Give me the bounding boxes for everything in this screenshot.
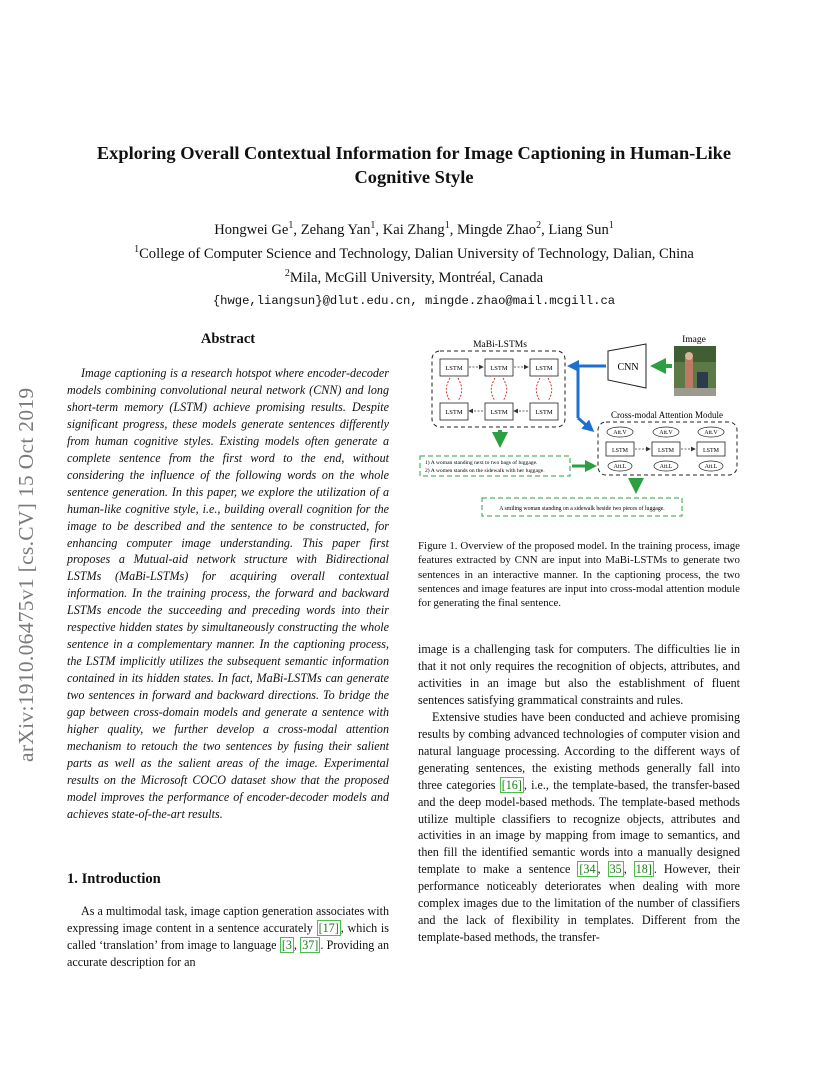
author-name: Mingde Zhao [457,221,537,238]
paragraph: Extensive studies have been conducted and achieve promising results by combing advanced technologies of computer vision and natural language processing. According to the different ways of generating sentences, the existing methods generally fall into three categories [16] , i.e., the template-based, the transfer-based and the deep model-based methods. The template-based methods utilize multiple classifiers to recognize objects, attributes and activities in an image by mapping from image to semantics, and then fill the identified semantic words into a manually designed template to make a sentence [34 , 35 , 18] . However, their performance noticeably deteriorates when dealing with more complex images due to the limitation of the number of classifiers and the lack of flexibility in templates. Different from the template-based methods, the transfer- [418,709,740,945]
citation-link[interactable]: [16] [501,777,522,792]
intro-heading: 1. Introduction [67,871,161,887]
author-name: Liang Sun [548,221,609,238]
attv-label: Att.V [613,430,627,436]
email-line[interactable]: {hwge,liangsun}@dlut.edu.cn, mingde.zhao@mail.mcgill.ca [212,293,616,308]
cnn-label: CNN [617,362,639,373]
lstm-label: LSTM [535,365,553,372]
arxiv-stamp: arXiv:1910.06475v1 [cs.CV] 15 Oct 2019 [14,387,38,762]
citation-link[interactable]: [17] [318,920,339,935]
lstm-label: LSTM [657,448,675,454]
citation-link[interactable]: [3 [281,937,292,952]
sentence-1: 1) A woman standing next to two bags of luggage. [425,460,538,466]
attl-label: Att.L [704,464,718,470]
intro-text: As a multimodal task, image caption generation associates with expressing image content in a sentence accurately [17] , which is called ‘translation’ from image to language [3 , 37] . Providing an accurate description for an [67,904,389,969]
attv-label: Att.V [659,430,673,436]
lstm-label: LSTM [611,448,629,454]
title-line-1: Exploring Overall Contextual Information for Image Captioning in Human-Like [96,143,732,163]
citation-link[interactable]: [34 [579,862,596,877]
author-name: Kai Zhang [382,221,445,238]
lstm-label: LSTM [702,448,720,454]
mabi-label: MaBi-LSTMs [473,340,527,350]
right-column-body [418,641,740,946]
attl-label: Att.L [659,464,673,470]
attv-label: Att.V [704,430,718,436]
author-block [40,216,788,311]
lstm-label: LSTM [535,409,553,416]
input-photo [674,346,716,396]
lstm-label: LSTM [445,409,463,416]
abstract-heading: Abstract [200,331,256,347]
citation-link[interactable]: 35 [609,862,622,877]
citation-link[interactable]: 37] [302,937,319,952]
abstract-text: Image captioning is a research hotspot where encoder-decoder models combining convolutional neural network (CNN) and long short-term memory (LSTM) achieve promising results. Despite significant progress, these models generate sentences differently from human cognitive styles. Existing models often generate a complete sentence from the first word to the end, without considering the influence of the following words on the whole sentence generation. In this paper, we explore the utilization of a human-like cognitive style, i.e., building overall cognition for the image to be described and the sentence to be constructed, for enhancing computer image understanding. This paper first proposes a Mutual-aid network structure with Bidirectional LSTMs (MaBi-LSTMs) for acquiring overall contextual information. In the training process, the forward and backward LSTMs encode the succeeding and preceding words into their respective hidden states by simultaneously constructing the whole sentence in a complementary manner. In the captioning process, the LSTM implicitly utilizes the subsequent semantic information contained in its hidden states. In fact, MaBi-LSTMs can generate two sentences in forward and backward directions. To bridge the gap between cross-domain models and generate a sentence with higher quality, we further develop a cross-modal attention mechanism to retouch the two sentences by fusing their salient parts as well as the salient areas of the image. Experimental results on the Microsoft COCO dataset show that the proposed model improves the performance of encoder-decoder models and achieves state-of-the-art results. [67,366,389,821]
author-name: Zehang Yan [300,221,371,238]
affiliation-1: $^1$College of Computer Science and Technology, Dalian University of Technology, Dalian, China [134,243,694,262]
lstm-label: LSTM [445,365,463,372]
figure-1 [418,332,748,522]
author-name: Hongwei Ge [214,221,289,238]
paper-title [60,141,768,189]
image-label: Image [682,335,706,345]
author-list: Hongwei Ge$^1$, Zehang Yan$^1$, Kai Zhang$^1$, Mingde Zhao$^2$, Liang Sun$^1$ [214,220,614,238]
affiliation-2: $^2$Mila, McGill University, Montréal, Canada [284,267,544,286]
figure-caption: Figure 1. Overview of the proposed model. In the training process, image features extracted by CNN are input into MaBi-LSTMs to generate two sentences in an interactive manner. In the captioning process, the two sentences and image features are input into cross-modal attention module for generating the final sentence. [418,540,740,610]
lstm-label: LSTM [490,365,508,372]
attl-label: Att.L [613,464,627,470]
final-sentence: A smiling woman standing on a sidewalk beside two pieces of luggage. [499,506,665,512]
citation-link[interactable]: 18] [635,862,652,877]
lstm-label: LSTM [490,409,508,416]
cam-label: Cross-modal Attention Module [611,410,723,420]
paragraph: image is a challenging task for computers. The difficulties lie in that it not only requires the recognition of objects, attributes, and activities in an image but also the establishment of fluent sentences satisfying grammatical constraints and rules. [418,642,740,707]
title-line-2: Cognitive Style [354,167,474,187]
sentence-2: 2) A women stands on the sidewalk with her luggage. [425,468,545,474]
